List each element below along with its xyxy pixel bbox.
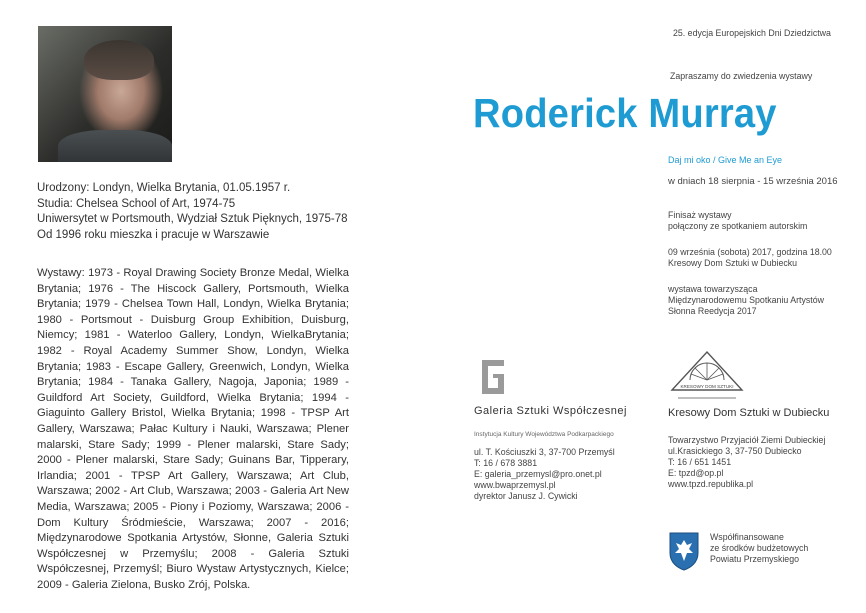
gallery1-institution: Instytucja Kultury Województwa Podkarpackiego (474, 431, 614, 438)
gallery2-society: Towarzystwo Przyjaciół Ziemi Dubieckiej (668, 435, 826, 445)
gallery1-name: Galeria Sztuki Współczesnej (474, 405, 627, 417)
finisage-line1: Finisaż wystawy (668, 210, 732, 220)
gallery-g-logo-icon (478, 358, 508, 396)
bio-university: Uniwersytet w Portsmouth, Wydział Sztuk Pięknych, 1975-78 (37, 213, 348, 225)
cofunding-line2: ze środków budżetowych (710, 543, 809, 553)
bio-section (37, 181, 357, 243)
exhibition-subtitle: Daj mi oko / Give Me an Eye (668, 155, 783, 165)
gallery2-name: Kresowy Dom Sztuki w Dubiecku (668, 407, 830, 419)
gallery2-address: ul.Krasickiego 3, 37-750 Dubiecko (668, 446, 802, 456)
edition-text: 25. edycja Europejskich Dni Dziedzictwa (673, 28, 831, 38)
cofunding-line3: Powiatu Przemyskiego (710, 554, 799, 564)
cofunding-line1: Współfinansowane (710, 532, 784, 542)
finisage-date-info (668, 247, 832, 269)
photo-shirt (58, 130, 172, 162)
gallery1-email: E: galeria_przemysl@pro.onet.pl (474, 469, 602, 479)
finisage-info (668, 210, 807, 232)
kresowy-dom-logo-icon (668, 346, 746, 404)
accompanying-line3: Słonna Reedycja 2017 (668, 306, 757, 316)
powiat-crest-icon (668, 531, 700, 571)
gallery2-phone: T: 16 / 651 1451 (668, 457, 732, 467)
artist-photo (38, 26, 172, 162)
exhibitions-text: Wystawy: 1973 - Royal Drawing Society Bronze Medal, Wielka Brytania; 1976 - The Hiscock Gallery, Portsmouth, Wielka Brytania; 1979 - Chelsea Town Hall, Londyn, Wielka Brytania; 1980 - Portsmout - Duisburg Group Exhibition, Duisburg, Niemcy; 1981 - Waterloo Gallery, Londyn, WielkaBrytania; 1982 - Royal Academy Summer Show, Londyn, Wielka Brytania; 1983 - Escape Gallery, Greenwich, Londyn, Wielka Brytania; 1984 - Tanaka Gallery, Nagoja, Japonia; 1989 - Guildford Art Society, Guildford, Wielka Brytania; 1994 - Giaguinto Gallery Bristol, Wielka Brytania; 1998 - TPSP Art Gallery, Warszawa; Pałac Kultury i Nauki, Warszawa; Plener malarski, Stare Sady; 1999 - Plener malarski, Stare Sady; 2000 - Plener malarski, Stare Sady; Guinans Bar, Tipperary, Irlandia; 2001 - TPSP Art Gallery, Warszawa; Art Club, Warszawa; 2002 - Art Club, Warszawa; 2003 - Galeria Art New Media, Warszawa; 2005 - Piony i Poziomy, Warszawa; 2006 - Dom Kultury Śródmieście, Warszawa; 2007 - 2016; Międzynarodowe Spotkania Artystów, Słonne, Galeria Sztuki Współczesnej w Przemyślu; 2008 - Galeria Sztuki Współczesnej, Przemyśl; Biuro Wystaw Artystycznych, Kielce; 2009 - Galeria Zielona, Busko Zrój, Polska. (37, 267, 349, 591)
accompanying-line2: Międzynarodowemu Spotkaniu Artystów (668, 295, 824, 305)
gallery1-director: dyrektor Janusz J. Cywicki (474, 491, 578, 501)
finisage-date-line1: 09 września (sobota) 2017, godzina 18.00 (668, 247, 832, 257)
accompanying-info (668, 284, 824, 317)
accompanying-line1: wystawa towarzysząca (668, 284, 758, 294)
gallery1-www: www.bwaprzemysl.pl (474, 480, 556, 490)
photo-hair (84, 40, 154, 80)
gallery2-email: E: tpzd@op.pl (668, 468, 724, 478)
cofunding-info (710, 532, 808, 565)
artist-name-title: Roderick Murray (473, 90, 777, 136)
exhibition-dates: w dniach 18 sierpnia - 15 września 2016 (668, 176, 838, 187)
kresowy-logo-text: KRESOWY DOM SZTUKI (680, 384, 734, 389)
bio-since: Od 1996 roku mieszka i pracuje w Warszawie (37, 228, 270, 241)
gallery1-phone: T: 16 / 678 3881 (474, 458, 538, 468)
gallery1-contact (474, 447, 615, 502)
invite-text: Zapraszamy do zwiedzenia wystawy (670, 71, 813, 81)
gallery2-www: www.tpzd.republika.pl (668, 479, 754, 489)
gallery1-address: ul. T. Kościuszki 3, 37-700 Przemyśl (474, 447, 615, 457)
finisage-line2: połączony ze spotkaniem autorskim (668, 221, 808, 231)
gallery2-contact (668, 435, 825, 490)
finisage-date-line2: Kresowy Dom Sztuki w Dubiecku (668, 258, 798, 268)
bio-born: Urodzony: Londyn, Wielka Brytania, 01.05.1957 r. (37, 182, 291, 194)
bio-studies: Studia: Chelsea School of Art, 1974-75 (37, 197, 236, 210)
